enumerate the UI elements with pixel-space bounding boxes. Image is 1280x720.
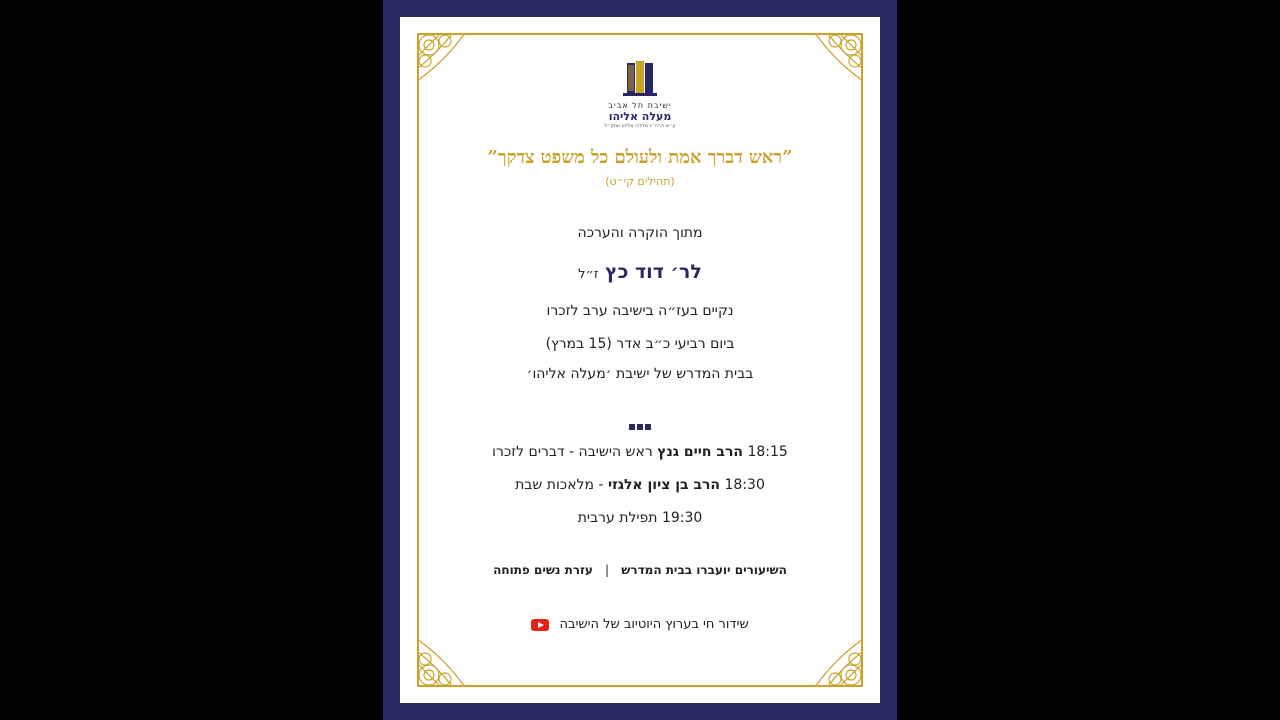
poster-content [400,17,880,703]
poster-page [400,17,880,703]
schedule-item [430,510,850,526]
schedule-speaker: הרב בן ציון אלגזי [607,477,721,493]
schedule-item [430,444,850,460]
schedule-speaker: הרב חיים גנץ [657,444,744,460]
event-date-line: ביום רביעי כ״ב אדר (15 במרץ) [545,336,735,352]
honoree-name-text: לר׳ דוד כץ [605,261,702,283]
verse-quote: ”ראש דברך אמת ולעולם כל משפט צדקך” [487,147,793,168]
respect-line: מתוך הוקרה והערכה [577,225,703,241]
logo-dedication: ע״ש הרה״ג מרדכי אליהו זצוק״ל [604,123,676,129]
schedule-desc: תפילת ערבית [577,510,658,526]
logo-title: מעלה אליהו [608,110,672,123]
broadcast-line[interactable] [430,617,850,632]
verse-source: (תהילים קי״ט) [605,175,675,188]
honoree-suffix: ז״ל [578,267,599,282]
honoree-name [430,261,850,283]
broadcast-text: שידור חי בערוץ היוטיוב של הישיבה [559,617,749,632]
youtube-icon[interactable] [531,619,549,631]
schedule-desc: - מלאכות שבת [515,477,604,493]
notice-part1: השיעורים יועברו בבית המדרש [621,563,787,577]
schedule-time: 18:15 [747,444,788,460]
schedule-item [430,477,850,493]
schedule-desc: ראש הישיבה - דברים לזכרו [492,444,653,460]
event-held-line: נקיים בעז״ה בישיבה ערב לזכרו [546,303,734,319]
poster-outer-frame [383,0,897,720]
notice-part2: עזרת נשים פתוחה [493,563,593,577]
notice-line [420,563,860,577]
schedule-time: 18:30 [724,477,765,493]
logo-subtitle: ישיבת תל אביב [608,101,672,110]
divider-dots [615,415,665,421]
notice-separator: | [605,563,610,577]
schedule-time: 19:30 [661,510,703,526]
event-place-line: בבית המדרש של ישיבת ׳מעלה אליהו׳ [526,366,754,382]
